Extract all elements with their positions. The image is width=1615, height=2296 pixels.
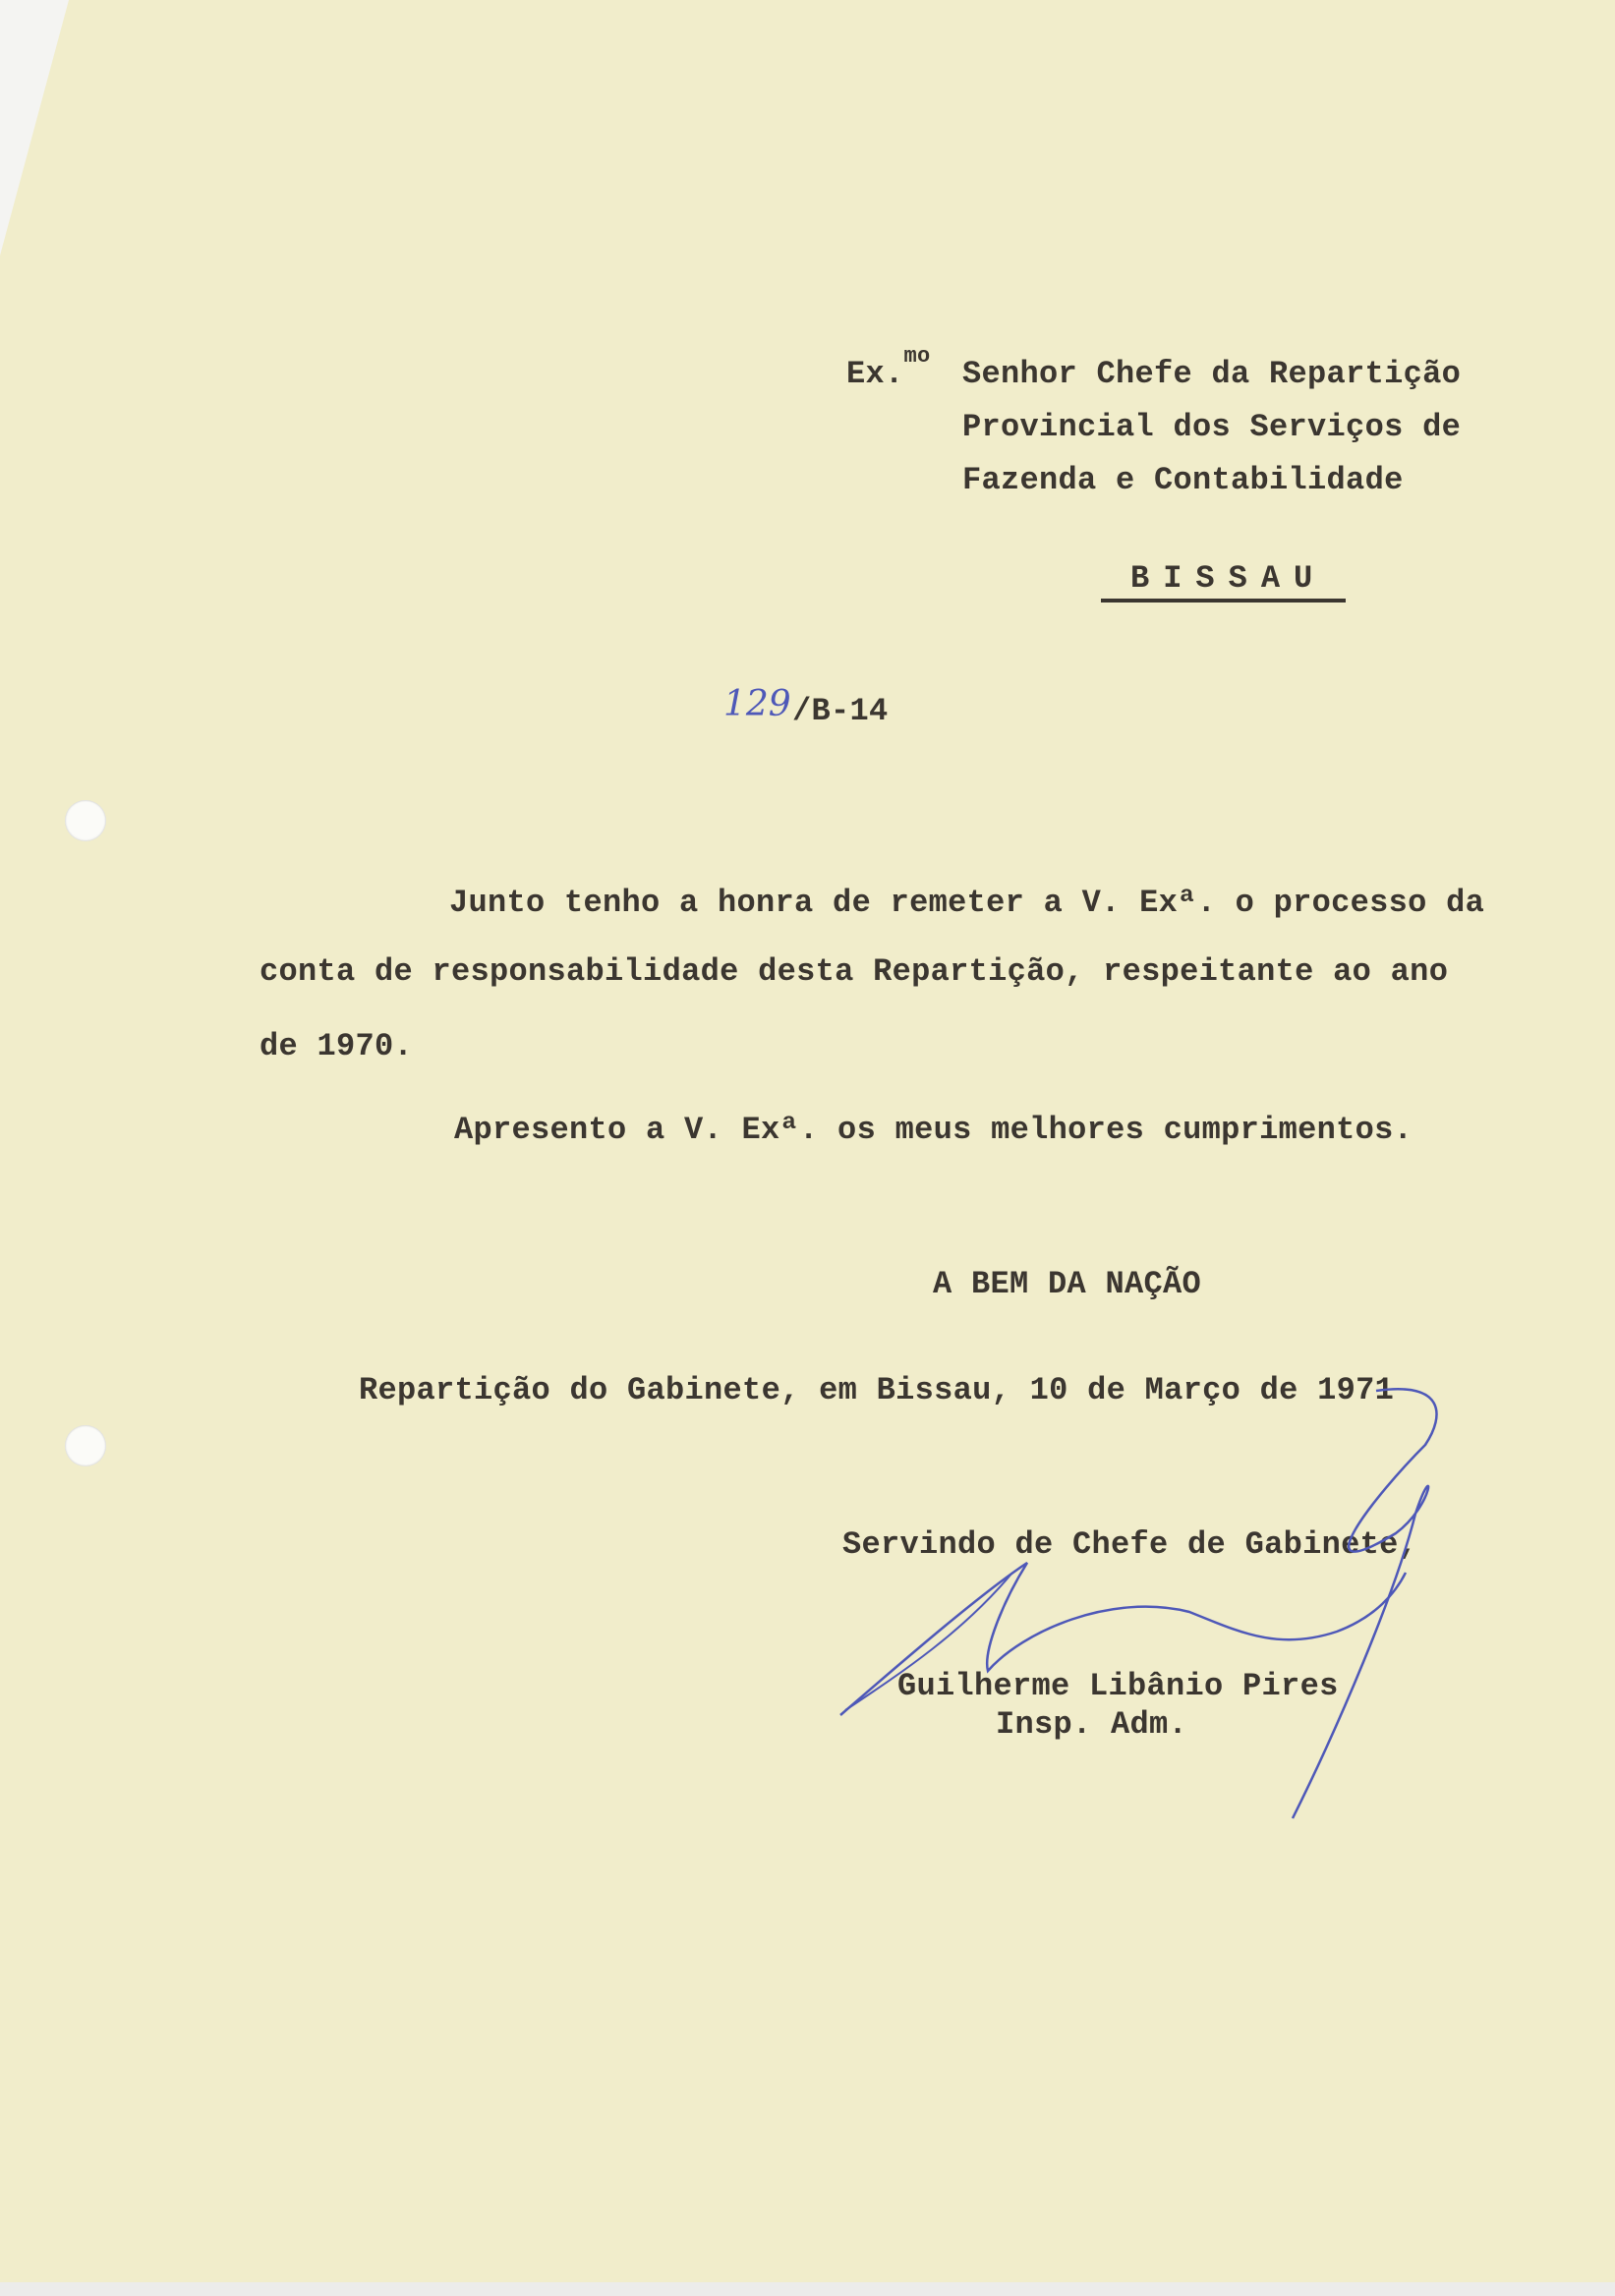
reference-suffix: /B-14: [792, 693, 889, 729]
motto: A BEM DA NAÇÃO: [933, 1266, 1202, 1302]
address-line-3: Fazenda e Contabilidade: [962, 462, 1404, 498]
salutation: Ex.$^{mo}$: [846, 344, 931, 392]
body-line-3: de 1970.: [260, 1028, 414, 1064]
signatory-role: Servindo de Chefe de Gabinete,: [842, 1526, 1418, 1563]
address-line-2: Provincial dos Serviços de: [962, 409, 1462, 445]
city-underlined: BISSAU: [1101, 560, 1346, 603]
signatory-title: Insp. Adm.: [996, 1706, 1188, 1743]
place-date: Repartição do Gabinete, em Bissau, 10 de Março de 1971: [359, 1372, 1395, 1408]
body-line-1: Junto tenho a honra de remeter a V. Exª. o processo da: [449, 885, 1485, 921]
signatory-name: Guilherme Libânio Pires: [897, 1668, 1339, 1704]
handwritten-reference-number: 129: [723, 684, 791, 724]
address-line-1: Senhor Chefe da Repartição: [962, 356, 1462, 392]
body-line-2: conta de responsabilidade desta Repartição, respeitante ao ano: [260, 953, 1449, 990]
body-paragraph-2: Apresento a V. Exª. os meus melhores cumprimentos.: [454, 1112, 1413, 1148]
